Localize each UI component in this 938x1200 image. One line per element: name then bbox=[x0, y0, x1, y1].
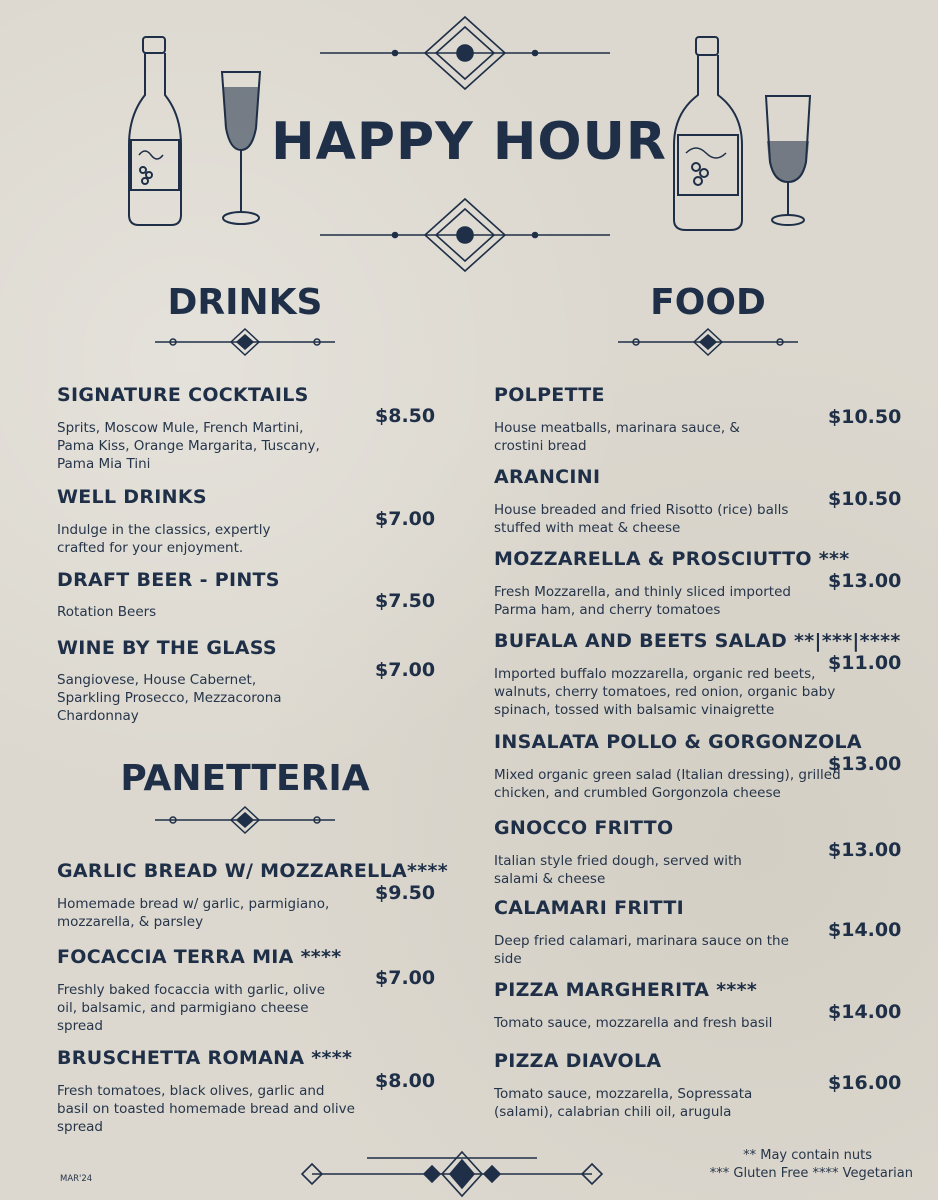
menu-item-name: GNOCCO FRITTO bbox=[494, 817, 674, 839]
menu-item-price: $8.50 bbox=[375, 405, 436, 427]
page-title: HAPPY HOUR bbox=[271, 112, 667, 172]
menu-item-name: MOZZARELLA & PROSCIUTTO *** bbox=[494, 548, 850, 570]
menu-item-price: $7.00 bbox=[375, 508, 436, 530]
menu-item-price: $9.50 bbox=[375, 882, 436, 904]
menu-item-desc: Italian style fried dough, served with salami & cheese bbox=[494, 853, 742, 887]
menu-item-price: $13.00 bbox=[828, 753, 902, 775]
menu-item-desc: Freshly baked focaccia with garlic, olive oil, balsamic, and parmigiano cheese spread bbox=[57, 982, 326, 1034]
menu-item-price: $13.00 bbox=[828, 839, 902, 861]
menu-item-price: $13.00 bbox=[828, 570, 902, 592]
divider-ornament-icon bbox=[155, 327, 335, 357]
menu-item-name: PIZZA MARGHERITA **** bbox=[494, 979, 758, 1001]
menu-item-name: CALAMARI FRITTI bbox=[494, 897, 684, 919]
menu-item-desc: Fresh tomatoes, black olives, garlic and basil on toasted homemade bread and olive spread bbox=[57, 1083, 355, 1135]
menu-item-desc: Indulge in the classics, expertly crafted for your enjoyment. bbox=[57, 522, 271, 556]
menu-item-desc: Deep fried calamari, marinara sauce on the side bbox=[494, 933, 789, 967]
panetteria-heading: PANETTERIA bbox=[120, 758, 370, 799]
menu-item-price: $8.00 bbox=[375, 1070, 436, 1092]
menu-item-name: ARANCINI bbox=[494, 466, 601, 488]
drinks-heading: DRINKS bbox=[167, 282, 323, 323]
menu-item-name: DRAFT BEER - PINTS bbox=[57, 569, 280, 591]
menu-item-desc: Sprits, Moscow Mule, French Martini, Pama Kiss, Orange Margarita, Tuscany, Pama Mia Tini bbox=[57, 420, 320, 472]
food-heading: FOOD bbox=[650, 282, 766, 323]
menu-item-name: BRUSCHETTA ROMANA **** bbox=[57, 1047, 353, 1069]
menu-item-price: $16.00 bbox=[828, 1072, 902, 1094]
menu-item-desc: Homemade bread w/ garlic, parmigiano, mozzarella, & parsley bbox=[57, 896, 330, 930]
art-deco-ornament-icon bbox=[320, 13, 610, 93]
menu-item-desc: Rotation Beers bbox=[57, 604, 157, 620]
menu-date: MAR'24 bbox=[60, 1174, 93, 1184]
menu-item-desc: Tomato sauce, mozzarella and fresh basil bbox=[494, 1015, 773, 1031]
menu-item-name: SIGNATURE COCKTAILS bbox=[57, 384, 309, 406]
menu-item-price: $10.50 bbox=[828, 406, 902, 428]
menu-item-name: BUFALA AND BEETS SALAD **|***|**** bbox=[494, 630, 901, 652]
menu-item-price: $10.50 bbox=[828, 488, 902, 510]
menu-item-price: $7.50 bbox=[375, 590, 436, 612]
menu-item-price: $7.00 bbox=[375, 967, 436, 989]
menu-item-desc: Tomato sauce, mozzarella, Sopressata (salami), calabrian chili oil, arugula bbox=[494, 1086, 753, 1120]
menu-item-name: PIZZA DIAVOLA bbox=[494, 1050, 662, 1072]
menu-item-name: GARLIC BREAD W/ MOZZARELLA**** bbox=[57, 860, 448, 882]
allergen-note-gf-veg: *** Gluten Free **** Vegetarian bbox=[709, 1166, 913, 1181]
menu-item-price: $11.00 bbox=[828, 652, 902, 674]
menu-item-desc: Sangiovese, House Cabernet, Sparkling Prosecco, Mezzacorona Chardonnay bbox=[57, 672, 282, 724]
menu-item-desc: Mixed organic green salad (Italian dressing), grilled chicken, and crumbled Gorgonzola cheese bbox=[494, 767, 841, 801]
menu-item-desc: Fresh Mozzarella, and thinly sliced imported Parma ham, and cherry tomatoes bbox=[494, 584, 791, 618]
divider-ornament-icon bbox=[618, 327, 798, 357]
art-deco-ornament-icon bbox=[292, 1150, 612, 1200]
menu-item-desc: Imported buffalo mozzarella, organic red beets, walnuts, cherry tomatoes, red onion, organic baby spinach, tossed with balsamic vinaigrette bbox=[494, 666, 836, 718]
art-deco-ornament-icon bbox=[320, 195, 610, 275]
menu-item-price: $7.00 bbox=[375, 659, 436, 681]
divider-ornament-icon bbox=[155, 805, 335, 835]
menu-item-name: INSALATA POLLO & GORGONZOLA bbox=[494, 731, 862, 753]
menu-item-desc: House breaded and fried Risotto (rice) balls stuffed with meat & cheese bbox=[494, 502, 789, 536]
menu-item-name: WELL DRINKS bbox=[57, 486, 207, 508]
menu-item-name: POLPETTE bbox=[494, 384, 605, 406]
menu-item-name: FOCACCIA TERRA MIA **** bbox=[57, 946, 342, 968]
menu-item-name: WINE BY THE GLASS bbox=[57, 637, 277, 659]
allergen-note-nuts: ** May contain nuts bbox=[743, 1148, 872, 1163]
menu-item-price: $14.00 bbox=[828, 1001, 902, 1023]
menu-item-price: $14.00 bbox=[828, 919, 902, 941]
menu-item-desc: House meatballs, marinara sauce, & crostini bread bbox=[494, 420, 740, 454]
